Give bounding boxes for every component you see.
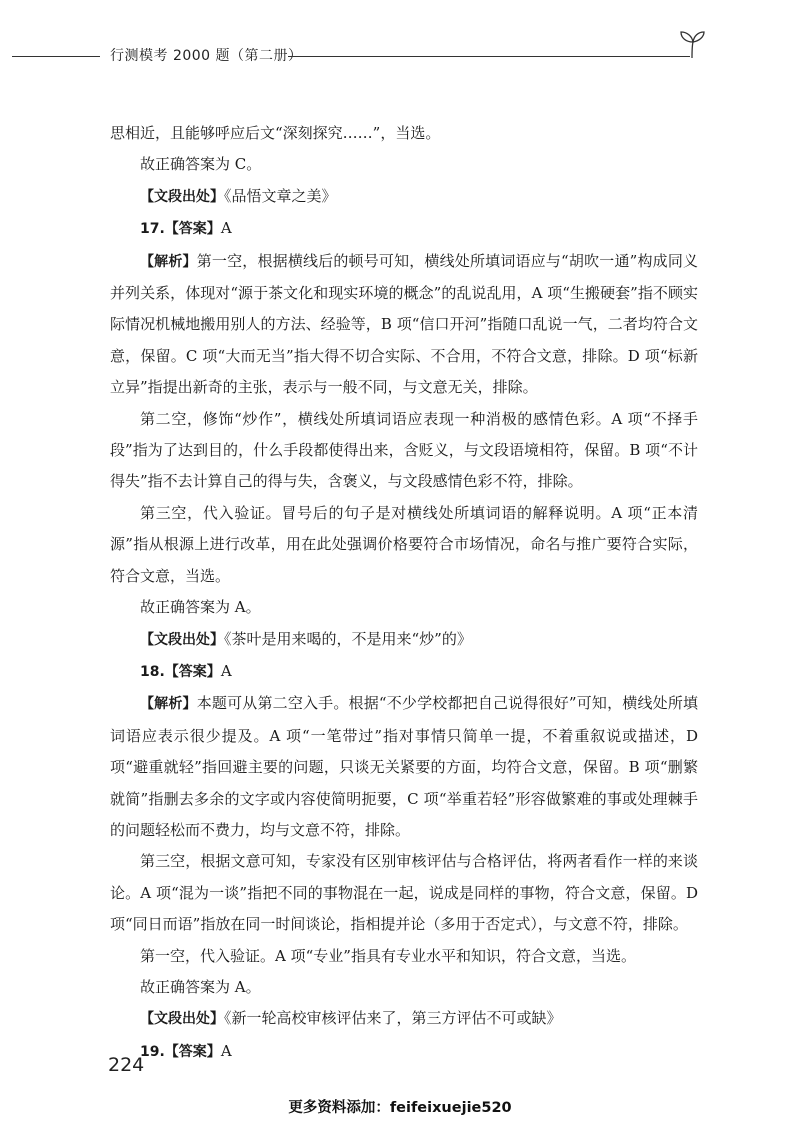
page-number: 224 bbox=[108, 1054, 145, 1076]
paragraph bbox=[110, 688, 698, 846]
paragraph-text: 故正确答案为 A。 bbox=[140, 977, 261, 996]
paragraph bbox=[110, 656, 698, 688]
paragraph-text: 第一空，根据横线后的顿号可知，横线处所填词语应与“胡吹一通”构成同义并列关系，体现对“源于茶文化和现实环境的概念”的乱说乱用，A 项“生搬硬套”指不顾实际情况机械地搬用别人的方法、经验等，B 项“信口开河”指随口乱说一气，二者均符合文意，保留。C 项“大而无当”指大得不切合实际、不合用，不符合文意，排除。D 项“标新立异”指提出新奇的主张，表示与一般不同，与文意无关，排除。 bbox=[110, 251, 699, 397]
paragraph bbox=[110, 846, 698, 940]
paragraph-text: 故正确答案为 C。 bbox=[140, 155, 262, 174]
paragraph-text: 《茶叶是用来喝的，不是用来“炒”的》 bbox=[224, 629, 472, 648]
paragraph bbox=[110, 181, 698, 213]
header-rule-left bbox=[12, 56, 100, 57]
answer-explanations bbox=[110, 118, 698, 1068]
running-header bbox=[0, 42, 800, 72]
question-answer-label: 17.【答案】 bbox=[140, 221, 221, 238]
paragraph bbox=[110, 592, 698, 623]
question-answer-label: 18.【答案】 bbox=[140, 663, 221, 680]
paragraph bbox=[110, 972, 698, 1003]
paragraph-text: A bbox=[220, 661, 232, 680]
paragraph bbox=[110, 404, 698, 498]
section-tag: 【文段出处】 bbox=[140, 631, 224, 648]
paragraph bbox=[110, 941, 698, 972]
paragraph-text: 故正确答案为 A。 bbox=[140, 598, 261, 617]
question-answer-label: 19.【答案】 bbox=[140, 1043, 221, 1060]
section-tag: 【文段出处】 bbox=[140, 1011, 224, 1028]
paragraph bbox=[110, 149, 698, 180]
sprout-icon bbox=[672, 30, 712, 60]
section-tag: 【解析】 bbox=[140, 253, 197, 270]
paragraph-text: 第二空，修饰“炒作”，横线处所填词语应表现一种消极的感情色彩。A 项“不择手段”指为了达到目的，什么手段都使得出来，含贬义，与文段语境相符，保留。B 项“不计得失”指不去计算自己的得与失，含褒义，与文段感情色彩不符，排除。 bbox=[110, 409, 698, 491]
paragraph-text: 本题可从第二空入手。根据“不少学校都把自己说得很好”可知，横线处所填词语应表示很少提及。A 项“一笔带过”指对事情只简单一提，不着重叙说或描述，D 项“避重就轻”指回避主要的问题，只谈无关紧要的方面，均符合文意，保留。B 项“删繁就简”指删去多余的文字或内容使简明扼要，C 项“举重若轻”形容做繁难的事或处理棘手的问题轻松而不费力，均与文意不符，排除。 bbox=[110, 694, 699, 839]
paragraph bbox=[110, 498, 698, 592]
paragraph-text: A bbox=[220, 1041, 232, 1060]
paragraph bbox=[110, 1003, 698, 1035]
footer-note: 更多资料添加：feifeixuejie520 bbox=[288, 1100, 512, 1116]
paragraph bbox=[110, 624, 698, 656]
header-title: 行测模考 2000 题（第二册） bbox=[110, 48, 303, 64]
paragraph-text: 第一空，代入验证。A 项“专业”指具有专业水平和知识，符合文意，当选。 bbox=[140, 946, 636, 965]
paragraph-text: A bbox=[220, 219, 232, 238]
paragraph-text: 《新一轮高校审核评估来了，第三方评估不可或缺》 bbox=[224, 1009, 562, 1028]
header-rule-right bbox=[288, 56, 690, 57]
paragraph bbox=[110, 213, 698, 245]
section-tag: 【解析】 bbox=[140, 696, 197, 713]
paragraph-text: 第三空，代入验证。冒号后的句子是对横线处所填词语的解释说明。A 项“正本清源”指从根源上进行改革，用在此处强调价格要符合市场情况，命名与推广要符合实际，符合文意，当选。 bbox=[110, 503, 698, 585]
paragraph bbox=[110, 1036, 698, 1068]
paragraph-text: 第三空，根据文意可知，专家没有区别审核评估与合格评估，将两者看作一样的来谈论。A 项“混为一谈”指把不同的事物混在一起，说成是同样的事物，符合文意，保留。D 项“同日而语”指放在同一时间谈论，指相提并论（多用于否定式），与文意不符，排除。 bbox=[110, 852, 698, 934]
paragraph-text: 思相近，且能够呼应后文“深刻探究……”，当选。 bbox=[110, 124, 441, 142]
section-tag: 【文段出处】 bbox=[140, 188, 224, 205]
paragraph bbox=[110, 118, 698, 149]
paragraph bbox=[110, 246, 698, 404]
paragraph-text: 《品悟文章之美》 bbox=[224, 186, 337, 205]
